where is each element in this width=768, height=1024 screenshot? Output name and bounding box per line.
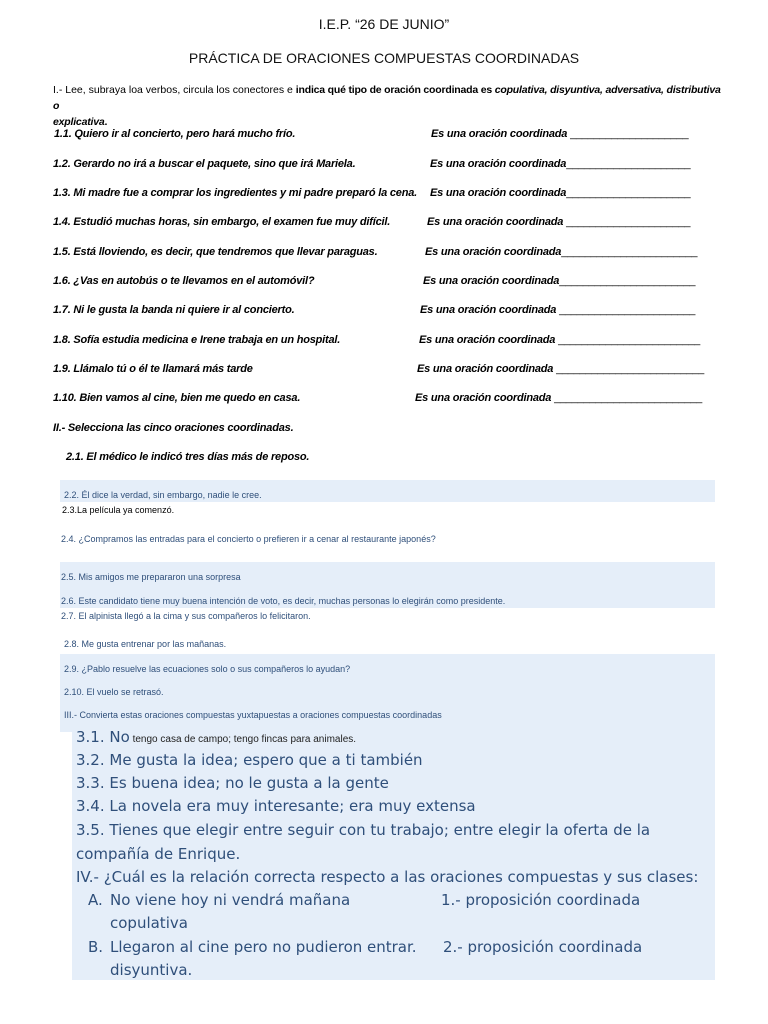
- item-1-6-question: 1.6. ¿Vas en autobús o te llevamos en el automóvil?: [53, 275, 315, 287]
- item-1-1-question: 1.1. Quiero ir al concierto, pero hará mucho frío.: [54, 128, 296, 140]
- instruction-plain: I.- Lee, subraya loa verbos, circula los conectores e: [53, 84, 296, 96]
- item-3-3: 3.3. Es buena idea; no le gusta a la gente: [76, 774, 389, 792]
- item-2-3: 2.3.La película ya comenzó.: [62, 505, 175, 515]
- item-3-4: 3.4. La novela era muy interesante; era muy extensa: [76, 797, 476, 815]
- item-1-1-answer: Es una oración coordinada ____________________: [431, 128, 689, 140]
- item-2-7: 2.7. El alpinista llegó a la cima y sus compañeros lo felicitaron.: [61, 611, 311, 621]
- item-2-8: 2.8. Me gusta entrenar por las mañanas.: [64, 639, 227, 649]
- section4-instruction: IV.- ¿Cuál es la relación correcta respecto a las oraciones compuestas y sus clases:: [76, 868, 699, 886]
- item-2-6: 2.6. Este candidato tiene muy buena intención de voto, es decir, muchas personas lo elegirán como presidente.: [61, 596, 506, 606]
- option-a-text-2: copulativa: [110, 914, 188, 932]
- item-1-7-question: 1.7. Ni le gusta la banda ni quiere ir al concierto.: [53, 304, 295, 316]
- item-3-1: 3.1. No tengo casa de campo; tengo fincas para animales.: [76, 728, 357, 746]
- item-1-10-question: 1.10. Bien vamos al cine, bien me quedo en casa.: [53, 392, 301, 404]
- item-1-2-question: 1.2. Gerardo no irá a buscar el paquete, sino que irá Mariela.: [53, 158, 356, 170]
- item-3-5-line2: compañía de Enrique.: [76, 845, 241, 863]
- item-1-3-question: 1.3. Mi madre fue a comprar los ingredientes y mi padre preparó la cena.: [53, 187, 418, 199]
- item-1-4-question: 1.4. Estudió muchas horas, sin embargo, el examen fue muy difícil.: [53, 216, 391, 228]
- option-a-label: A.: [88, 891, 103, 909]
- option-b-text-2: disyuntiva.: [110, 961, 193, 979]
- option-a-text: No viene hoy ni vendrá mañana: [110, 891, 351, 909]
- item-1-8-question: 1.8. Sofía estudia medicina e Irene trabaja en un hospital.: [53, 334, 341, 346]
- item-2-4: 2.4. ¿Compramos las entradas para el concierto o prefieren ir a cenar al restaurante japonés?: [61, 534, 436, 544]
- item-3-2: 3.2. Me gusta la idea; espero que a ti también: [76, 751, 423, 769]
- item-1-9-question: 1.9. Llámalo tú o él te llamará más tarde: [53, 363, 253, 375]
- item-2-10: 2.10. El vuelo se retrasó.: [64, 687, 164, 697]
- option-b-text: Llegaron al cine pero no pudieron entrar.: [110, 938, 417, 956]
- section3-instruction: III.- Convierta estas oraciones compuestas yuxtapuestas a oraciones compuestas coordinadas: [64, 710, 442, 720]
- item-1-10-answer: Es una oración coordinada _________________________: [415, 392, 703, 404]
- item-1-4-answer: Es una oración coordinada _____________________: [427, 216, 691, 228]
- item-1-3-answer: Es una oración coordinada_____________________: [430, 187, 691, 199]
- instruction-types: copulativa, disyuntiva, adversativa, distributiva o: [53, 84, 721, 112]
- instruction-bold: indica qué tipo de oración coordinada es: [295, 84, 495, 96]
- item-1-7-answer: Es una oración coordinada _______________________: [420, 304, 696, 316]
- item-1-5-question: 1.5. Está lloviendo, es decir, que tendremos que llevar paraguas.: [53, 246, 378, 258]
- instruction-line2: explicativa: [53, 116, 105, 128]
- section1-instruction: [53, 82, 723, 130]
- item-1-8-answer: Es una oración coordinada ________________________: [419, 334, 701, 346]
- option-b-label: B.: [88, 938, 104, 956]
- page-title: PRÁCTICA DE ORACIONES COMPUESTAS COORDINADAS: [188, 50, 580, 66]
- school-name: I.E.P. “26 DE JUNIO”: [318, 16, 450, 32]
- section2-instruction: II.- Selecciona las cinco oraciones coordinadas.: [53, 422, 294, 434]
- item-2-5: 2.5. Mis amigos me prepararon una sorpresa: [61, 572, 241, 582]
- option-1: 1.- proposición coordinada: [441, 891, 641, 909]
- item-1-2-answer: Es una oración coordinada_____________________: [430, 158, 691, 170]
- item-1-6-answer: Es una oración coordinada_______________________: [423, 275, 696, 287]
- item-1-9-answer: Es una oración coordinada _________________________: [417, 363, 705, 375]
- item-2-9: 2.9. ¿Pablo resuelve las ecuaciones solo o sus compañeros lo ayudan?: [64, 664, 351, 674]
- option-2: 2.- proposición coordinada: [443, 938, 643, 956]
- item-2-2: 2.2. Él dice la verdad, sin embargo, nadie le cree.: [64, 490, 262, 500]
- item-1-5-answer: Es una oración coordinada_______________________: [425, 246, 698, 258]
- item-3-5-line1: 3.5. Tienes que elegir entre seguir con tu trabajo; entre elegir la oferta de la: [76, 821, 651, 839]
- instruction-end: .: [104, 116, 108, 128]
- item-2-1: 2.1. El médico le indicó tres días más de reposo.: [66, 451, 310, 463]
